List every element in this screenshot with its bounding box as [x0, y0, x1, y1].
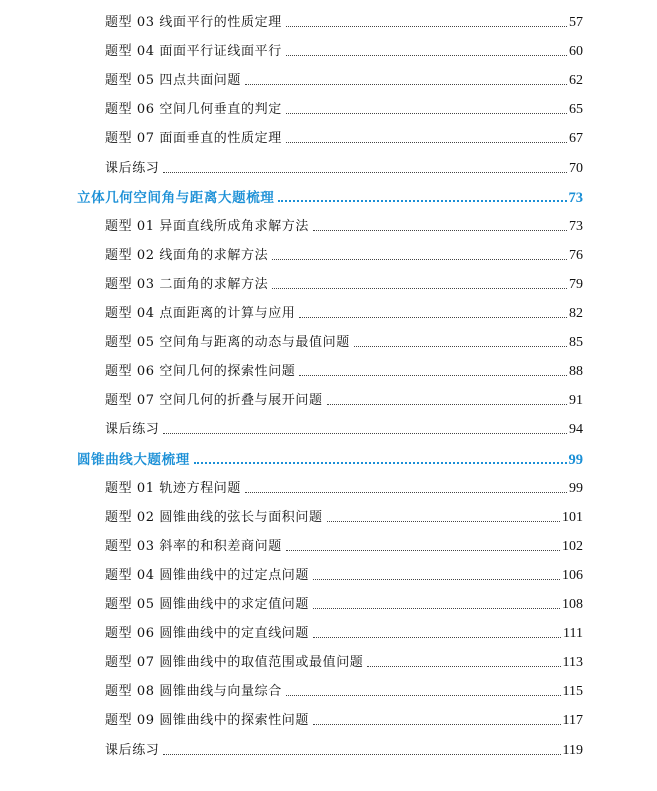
toc-page-number: 106 [562, 567, 583, 583]
toc-entry-row[interactable] [105, 123, 583, 147]
toc-page-number: 119 [562, 742, 583, 758]
toc-section-title: 圆锥曲线大题梳理 [77, 451, 190, 468]
toc-page-number: 94 [569, 422, 583, 438]
toc-page-number: 85 [569, 335, 583, 351]
toc-entry-title: 课后练习 [105, 422, 160, 438]
toc-dot-leader [313, 229, 567, 231]
toc-dot-leader [286, 54, 567, 56]
toc-page-number: 111 [563, 626, 583, 642]
toc-entry-title: 题型 03 线面平行的性质定理 [105, 15, 282, 30]
toc-page-number: 67 [569, 131, 583, 147]
toc-page-number: 108 [562, 597, 583, 612]
toc-entry-row[interactable] [105, 473, 583, 497]
toc-dot-leader [286, 694, 561, 696]
toc-page-number: 115 [562, 684, 583, 700]
toc-entry-row[interactable] [105, 327, 583, 351]
toc-dot-leader [245, 491, 567, 493]
toc-page-number: 73 [569, 218, 583, 234]
toc-dot-leader [286, 112, 567, 114]
toc-entry-title: 题型 04 点面距离的计算与应用 [105, 306, 296, 321]
toc-entry-title: 题型 04 面面平行证线面平行 [105, 44, 282, 60]
toc-section-title: 立体几何空间角与距离大题梳理 [77, 189, 275, 206]
toc-entry-row[interactable] [105, 647, 583, 671]
toc-page-number: 70 [569, 160, 583, 176]
toc-entry-title: 题型 07 圆锥曲线中的取值范围或最值问题 [105, 655, 364, 671]
toc-dot-leader [286, 549, 560, 551]
toc-entry-row[interactable] [105, 414, 583, 438]
toc-page-number: 73 [568, 189, 583, 206]
toc-entry-row[interactable] [105, 589, 583, 613]
toc-dot-leader [327, 403, 567, 405]
toc-dot-leader [313, 723, 561, 725]
toc-entry-title: 题型 05 空间角与距离的动态与最值问题 [105, 335, 350, 351]
toc-page-number: 99 [569, 480, 583, 496]
toc-dot-leader [163, 753, 560, 755]
toc-dot-leader [272, 258, 567, 260]
toc-entry-title: 题型 05 四点共面问题 [105, 73, 242, 89]
toc-dot-leader [163, 171, 567, 173]
toc-dot-leader [163, 432, 567, 434]
toc-entry-row[interactable] [105, 240, 583, 264]
toc-dot-leader [272, 287, 567, 289]
toc-entry-row[interactable] [105, 560, 583, 584]
toc-dot-leader [286, 141, 567, 143]
toc-page-number: 82 [569, 306, 583, 321]
toc-page-number: 76 [569, 247, 583, 263]
toc-entry-row[interactable] [105, 94, 583, 118]
toc-page-number: 113 [562, 655, 583, 671]
toc-dot-leader [299, 316, 567, 318]
toc-entry-row[interactable] [105, 65, 583, 89]
toc-entry-row[interactable] [105, 618, 583, 642]
toc-page-number: 60 [569, 44, 583, 60]
toc-page-number: 57 [569, 15, 583, 30]
toc-entry-row[interactable] [105, 7, 583, 31]
toc-entry-row[interactable] [105, 153, 583, 177]
toc-dot-leader [286, 25, 567, 27]
toc-dot-leader [299, 374, 567, 376]
toc-dot-leader [327, 520, 560, 522]
toc-page-number: 117 [562, 713, 583, 729]
toc-entry-title: 题型 05 圆锥曲线中的求定值问题 [105, 597, 310, 612]
toc-page-number: 65 [569, 102, 583, 118]
toc-entry-title: 题型 02 圆锥曲线的弦长与面积问题 [105, 509, 323, 525]
toc-entry-title: 题型 06 圆锥曲线中的定直线问题 [105, 626, 310, 642]
toc-entry-row[interactable] [105, 531, 583, 555]
toc-entry-row[interactable] [105, 211, 583, 235]
toc-entry-row[interactable] [105, 705, 583, 729]
toc-entry-title: 题型 07 空间几何的折叠与展开问题 [105, 393, 323, 409]
toc-entry-row[interactable] [105, 385, 583, 409]
toc-entry-title: 题型 01 轨迹方程问题 [105, 480, 242, 496]
toc-entry-title: 课后练习 [105, 160, 160, 176]
toc-entry-row[interactable] [105, 36, 583, 60]
toc-entry-row[interactable] [105, 502, 583, 526]
toc-page-number: 91 [569, 393, 583, 409]
toc-page-number: 79 [569, 276, 583, 292]
toc-entry-title: 题型 04 圆锥曲线中的过定点问题 [105, 567, 310, 583]
toc-entry-row[interactable] [105, 356, 583, 380]
toc-entry-row[interactable] [105, 735, 583, 759]
toc-entry-title: 题型 07 面面垂直的性质定理 [105, 131, 282, 147]
toc-entry-title: 题型 03 斜率的和积差商问题 [105, 538, 282, 554]
toc-page-number: 88 [569, 364, 583, 380]
toc-entry-row[interactable] [105, 676, 583, 700]
toc-dot-leader [278, 199, 566, 202]
toc-section-row[interactable] [77, 182, 583, 206]
toc-dot-leader [313, 607, 560, 609]
toc-entry-title: 题型 02 线面角的求解方法 [105, 247, 269, 263]
toc-page-number: 102 [562, 538, 583, 554]
toc-entry-title: 题型 03 二面角的求解方法 [105, 276, 269, 292]
toc-entry-title: 题型 06 空间几何的探索性问题 [105, 364, 296, 380]
toc-dot-leader [367, 665, 560, 667]
toc-dot-leader [194, 461, 567, 464]
toc-dot-leader [313, 636, 561, 638]
toc-entry-title: 题型 09 圆锥曲线中的探索性问题 [105, 713, 310, 729]
toc-entry-title: 题型 08 圆锥曲线与向量综合 [105, 684, 282, 700]
toc-entry-title: 题型 01 异面直线所成角求解方法 [105, 218, 310, 234]
toc-entry-row[interactable] [105, 298, 583, 322]
toc-dot-leader [245, 83, 567, 85]
toc-page-number: 101 [562, 509, 583, 525]
toc-entry-title: 题型 06 空间几何垂直的判定 [105, 102, 282, 118]
toc-dot-leader [313, 578, 560, 580]
toc-dot-leader [354, 345, 567, 347]
toc-entry-title: 课后练习 [105, 742, 160, 758]
toc-section-row[interactable] [77, 444, 583, 468]
toc-page-number: 99 [568, 451, 583, 468]
toc-page-number: 62 [569, 73, 583, 89]
toc-entry-row[interactable] [105, 269, 583, 293]
